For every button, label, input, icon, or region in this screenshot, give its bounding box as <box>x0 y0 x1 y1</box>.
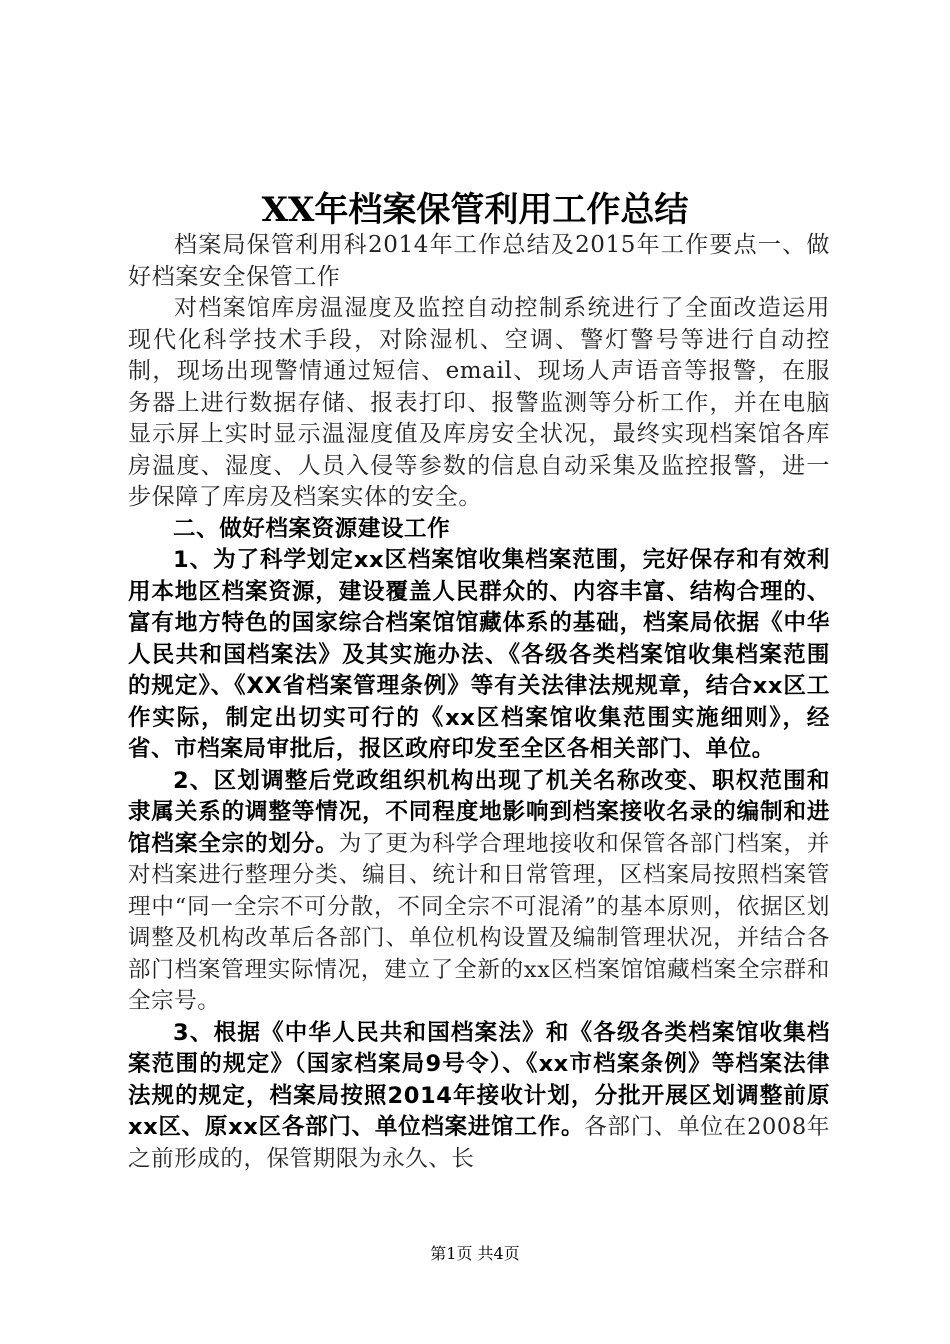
paragraph-item-3-part-a: 3、根据《中华人民共和国档案法》和《各级各类档案馆收集档案范围的规定》（国家档案局9号令）、《xx市档案条例》等档案法律法规的规定，档案局按照2014年接收计划，分批开展区划调整前原xx区、原xx区各部门、单位档案进馆工作。 <box>128 1019 830 1140</box>
paragraph-item-2 <box>128 766 830 1018</box>
document-body <box>128 230 830 1175</box>
paragraph-item-2-part-a: 2、区划调整后党政组织机构出现了机关名称改变、职权范围和隶属关系的调整等情况，不同程度地影响到档案接收名录的编制和进馆档案全宗的划分。 <box>128 767 830 857</box>
page-footer: 第1页 共4页 <box>430 1244 520 1263</box>
document-title: XX年档案保管利用工作总结 <box>261 190 689 230</box>
paragraph-security: 对档案馆库房温湿度及监控自动控制系统进行了全面改造运用现代化科学技术手段，对除湿机、空调、警灯警号等进行自动控制，现场出现警情通过短信、email、现场人声语音等报警，在服务器上进行数据存储、报表打印、报警监测等分析工作，并在电脑显示屏上实时显示温湿度值及库房安全状况，最终实现档案馆各库房温度、湿度、人员入侵等参数的信息自动采集及监控报警，进一步保障了库房及档案实体的安全。 <box>128 295 830 510</box>
paragraph-intro: 档案局保管利用科2014年工作总结及2015年工作要点一、做好档案安全保管工作 <box>128 232 830 290</box>
paragraph-item-2-part-b: 为了更为科学合理地接收和保管各部门档案，并对档案进行整理分类、编目、统计和日常管理，区档案局按照档案管理中“同一全宗不可分散，不同全宗不可混淆”的基本原则，依据区划调整及机构改革后各部门、单位机构设置及编制管理状况，并结合各部门档案管理实际情况，建立了全新的xx区档案馆馆藏档案全宗群和全宗号。 <box>128 830 831 1014</box>
paragraph-item-3 <box>128 1018 830 1176</box>
paragraph-item-3-part-b: 各部门、单位在2008年之前形成的，保管期限为永久、长 <box>128 1114 830 1172</box>
section-heading-2: 二、做好档案资源建设工作 <box>173 515 451 542</box>
paragraph-item-1: 1、为了科学划定xx区档案馆收集档案范围，完好保存和有效利用本地区档案资源，建设覆盖人民群众的、内容丰富、结构合理的、富有地方特色的国家综合档案馆馆藏体系的基础，档案局依据《中华人民共和国档案法》及其实施办法、《各级各类档案馆收集档案范围的规定》、《XX省档案管理条例》等有关法律法规规章，结合xx区工作实际，制定出切实可行的《xx区档案馆收集范围实施细则》，经省、市档案局审批后，报区政府印发至全区各相关部门、单位。 <box>128 547 830 762</box>
